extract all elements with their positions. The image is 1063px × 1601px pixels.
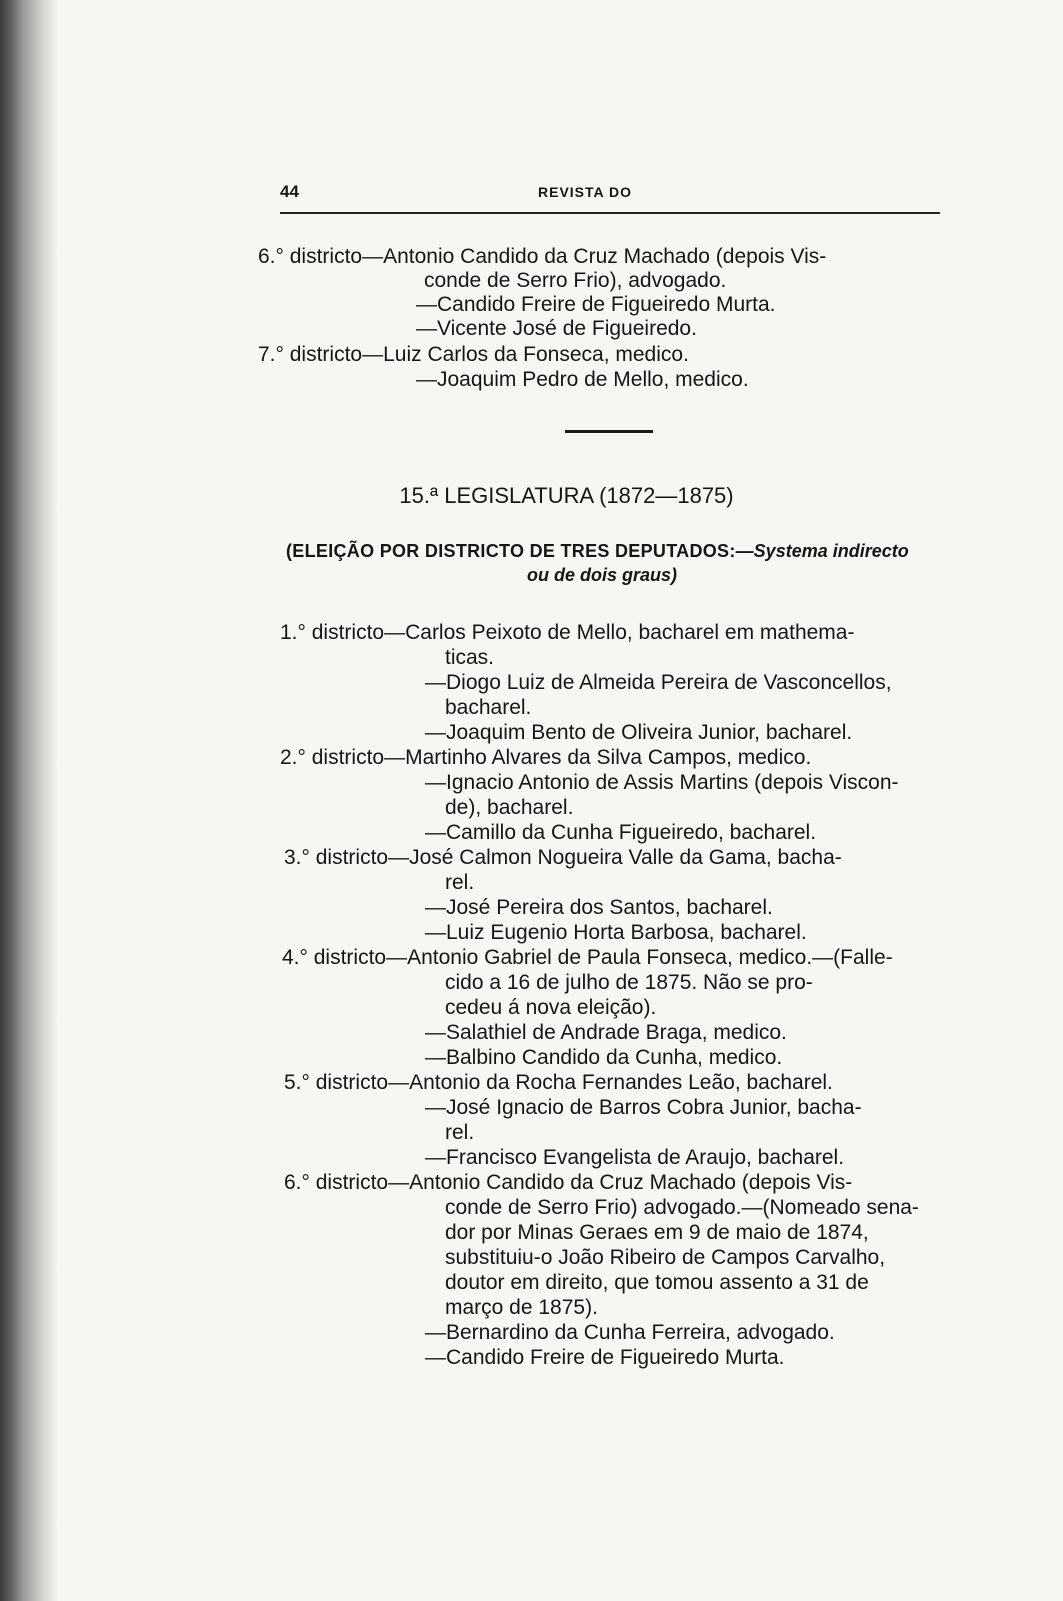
header-rule — [280, 212, 940, 214]
book-spine-shadow — [0, 0, 58, 1601]
entry-line: —Balbino Candido da Cunha, medico. — [425, 1046, 783, 1069]
entry-line: rel. — [445, 871, 475, 894]
entry-line: —José Ignacio de Barros Cobra Junior, bacha- — [425, 1096, 862, 1119]
entry-line: doutor em direito, que tomou assento a 31 de — [445, 1271, 869, 1294]
entry-line: 6.° districto—Antonio Candido da Cruz Machado (depois Vis- — [284, 1171, 853, 1194]
entry-line: —Candido Freire de Figueiredo Murta. — [416, 293, 776, 316]
section-separator — [565, 430, 653, 433]
entry-line: de), bacharel. — [445, 796, 574, 819]
entry-line: substituiu-o João Ribeiro de Campos Carvalho, — [445, 1246, 886, 1269]
entry-line: —Joaquim Pedro de Mello, medico. — [416, 368, 749, 391]
entry-line: —Camillo da Cunha Figueiredo, bacharel. — [425, 821, 817, 844]
entry-line: 3.° districto—José Calmon Nogueira Valle da Gama, bacha- — [284, 846, 842, 869]
election-note-caps: (ELEIÇÃO POR DISTRICTO DE TRES DEPUTADOS: — [286, 541, 736, 561]
entry-line: —Francisco Evangelista de Araujo, bacharel. — [425, 1146, 845, 1169]
entry-line: —Joaquim Bento de Oliveira Junior, bacharel. — [425, 721, 853, 744]
page-header — [280, 182, 940, 212]
entry-line: —Salathiel de Andrade Braga, medico. — [425, 1021, 787, 1044]
entry-line: 4.° districto—Antonio Gabriel de Paula Fonseca, medico.—(Falle- — [282, 946, 893, 969]
running-head: REVISTA DO — [538, 184, 633, 200]
entry-line: dor por Minas Geraes em 9 de maio de 1874, — [445, 1221, 869, 1244]
entry-line: bacharel. — [445, 696, 532, 719]
page-number: 44 — [280, 182, 299, 201]
entry-line: conde de Serro Frio) advogado.—(Nomeado sena- — [445, 1196, 919, 1219]
entry-line: conde de Serro Frio), advogado. — [424, 269, 727, 292]
entry-line: —Luiz Eugenio Horta Barbosa, bacharel. — [425, 921, 807, 944]
entry-line: rel. — [445, 1121, 475, 1144]
entry-line: —Vicente José de Figueiredo. — [416, 317, 697, 340]
election-note-system: —Systema indirecto — [735, 541, 909, 561]
entry-line: —Diogo Luiz de Almeida Pereira de Vasconcellos, — [425, 671, 892, 694]
entry-line: cedeu á nova eleição). — [445, 996, 657, 1019]
entry-line: 2.° districto—Martinho Alvares da Silva Campos, medico. — [280, 746, 812, 769]
entry-line: 1.° districto—Carlos Peixoto de Mello, bacharel em mathema- — [280, 621, 855, 644]
entry-line: 6.° districto—Antonio Candido da Cruz Machado (depois Vis- — [258, 245, 827, 268]
entry-line: cido a 16 de julho de 1875. Não se pro- — [445, 971, 813, 994]
election-note-continuation: ou de dois graus) — [527, 565, 678, 585]
entry-line: —Candido Freire de Figueiredo Murta. — [425, 1346, 785, 1369]
entry-line: ticas. — [445, 646, 495, 669]
entry-line: —Bernardino da Cunha Ferreira, advogado. — [425, 1321, 835, 1344]
entry-line: —Ignacio Antonio de Assis Martins (depois Viscon- — [425, 771, 899, 794]
entry-line: março de 1875). — [445, 1296, 598, 1319]
entry-line: —José Pereira dos Santos, bacharel. — [425, 896, 773, 919]
election-note — [286, 541, 909, 562]
legislature-title: 15.ª LEGISLATURA (1872—1875) — [399, 483, 734, 508]
entry-line: 7.° districto—Luiz Carlos da Fonseca, medico. — [258, 343, 689, 366]
entry-line: 5.° districto—Antonio da Rocha Fernandes Leão, bacharel. — [284, 1071, 833, 1094]
